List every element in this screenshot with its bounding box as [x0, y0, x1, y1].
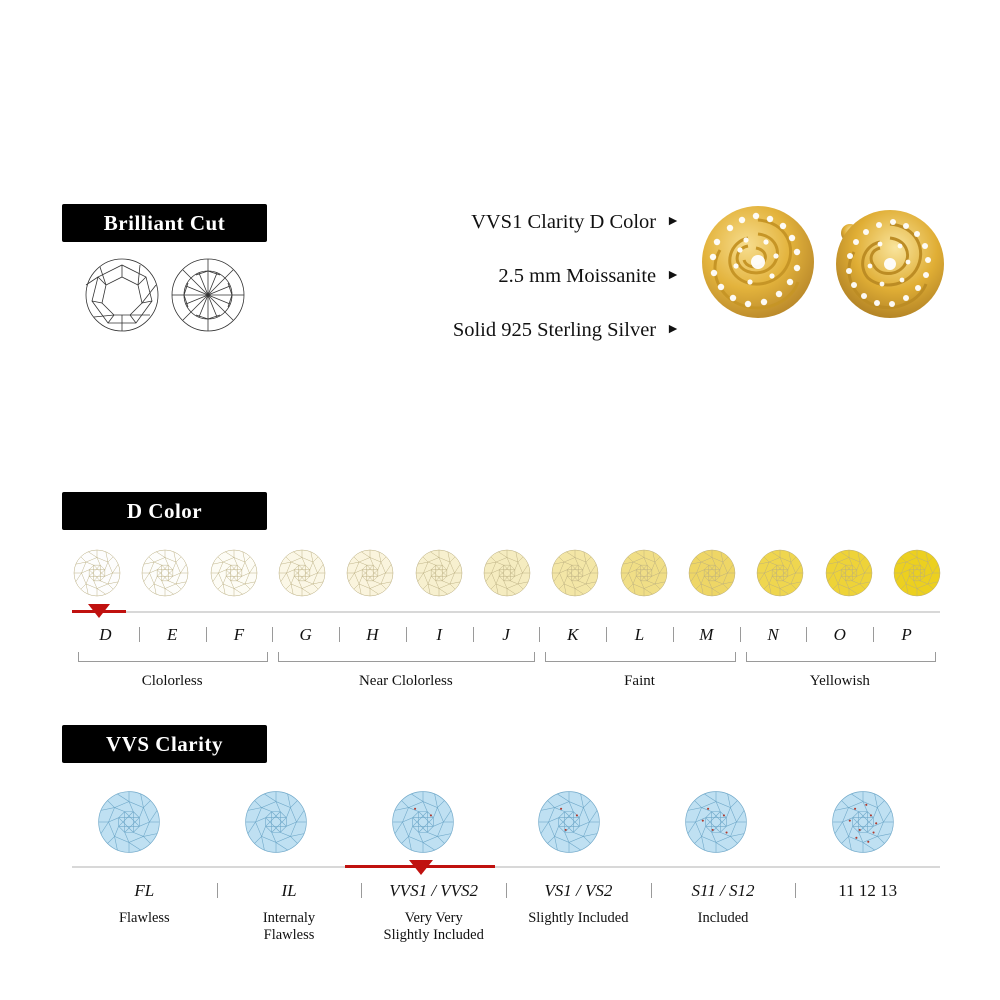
color-grade-D: D [72, 625, 139, 645]
clarity-grade-label: 11 12 13 [838, 881, 898, 900]
color-grade-labels [72, 624, 940, 646]
clarity-grade-label: IL [217, 881, 362, 901]
color-grade-J: J [473, 625, 540, 645]
color-stone-F [209, 548, 259, 598]
color-grade-K: K [539, 625, 606, 645]
clarity-stone-0 [96, 789, 162, 855]
color-group-label: Faint [624, 673, 655, 689]
feature-label: VVS1 Clarity D Color [471, 210, 657, 233]
clarity-group-labels [72, 910, 940, 950]
clarity-group-label: Flawless [118, 910, 170, 926]
color-stone-P [892, 548, 942, 598]
badge-vvs-clarity: VVS Clarity [62, 725, 267, 763]
clarity-grade-label: FL [72, 881, 217, 901]
color-grade-H: H [339, 625, 406, 645]
badge-d-color: D Color [62, 492, 267, 530]
clarity-scale-baseline [72, 866, 940, 868]
color-stone-I [414, 548, 464, 598]
color-group-label: Yellowish [809, 673, 870, 689]
color-grade-O: O [806, 625, 873, 645]
product-feature-list [360, 195, 680, 357]
feature-row [360, 303, 680, 357]
color-stone-K [550, 548, 600, 598]
clarity-stone-5 [830, 789, 896, 855]
clarity-group-label: Slightly Included [528, 910, 629, 926]
clarity-stone-3 [536, 789, 602, 855]
color-grade-M: M [673, 625, 740, 645]
color-grade-P: P [901, 625, 912, 644]
clarity-grade-label: VS1 / VS2 [506, 881, 651, 901]
clarity-stone-row [96, 786, 896, 858]
clarity-scale-marker [409, 860, 433, 875]
color-scale-marker [88, 604, 110, 618]
color-grade-G: G [272, 625, 339, 645]
feature-row [360, 195, 680, 249]
color-stone-E [140, 548, 190, 598]
color-stone-O [824, 548, 874, 598]
feature-label: Solid 925 Sterling Silver [452, 318, 657, 341]
color-stone-N [755, 548, 805, 598]
arrow-right-icon: ► [666, 268, 680, 283]
feature-label: 2.5 mm Moissanite [498, 264, 657, 287]
clarity-group-label: Very Very Slightly Included [383, 910, 484, 943]
color-grade-I: I [406, 625, 473, 645]
clarity-stone-4 [683, 789, 749, 855]
clarity-grade-label: S11 / S12 [651, 881, 796, 901]
color-group-bracket [278, 652, 535, 662]
color-stone-G [277, 548, 327, 598]
color-stone-row [72, 545, 942, 601]
product-photo-earrings [690, 190, 960, 350]
color-group-bracket [746, 652, 936, 662]
color-group-label: Near Clolorless [358, 673, 453, 689]
color-group-bracket [545, 652, 735, 662]
color-stone-D [72, 548, 122, 598]
arrow-right-icon: ► [666, 214, 680, 229]
color-grade-N: N [740, 625, 807, 645]
color-stone-H [345, 548, 395, 598]
color-stone-L [619, 548, 669, 598]
clarity-grade-labels [72, 880, 940, 902]
brilliant-cut-diagrams [80, 255, 250, 335]
badge-brilliant-cut: Brilliant Cut [62, 204, 267, 242]
arrow-right-icon: ► [666, 322, 680, 337]
clarity-group-label: Included [697, 910, 749, 926]
clarity-stone-2 [390, 789, 456, 855]
color-stone-M [687, 548, 737, 598]
clarity-grade-label: VVS1 / VVS2 [361, 881, 506, 901]
color-group-bracket [78, 652, 268, 662]
feature-row [360, 249, 680, 303]
color-group-label: Clolorless [141, 673, 203, 689]
color-scale-baseline [72, 611, 940, 613]
clarity-group-label: Internaly Flawless [262, 910, 316, 943]
color-grade-F: F [206, 625, 273, 645]
color-grade-E: E [139, 625, 206, 645]
color-grade-L: L [606, 625, 673, 645]
color-stone-J [482, 548, 532, 598]
clarity-stone-1 [243, 789, 309, 855]
